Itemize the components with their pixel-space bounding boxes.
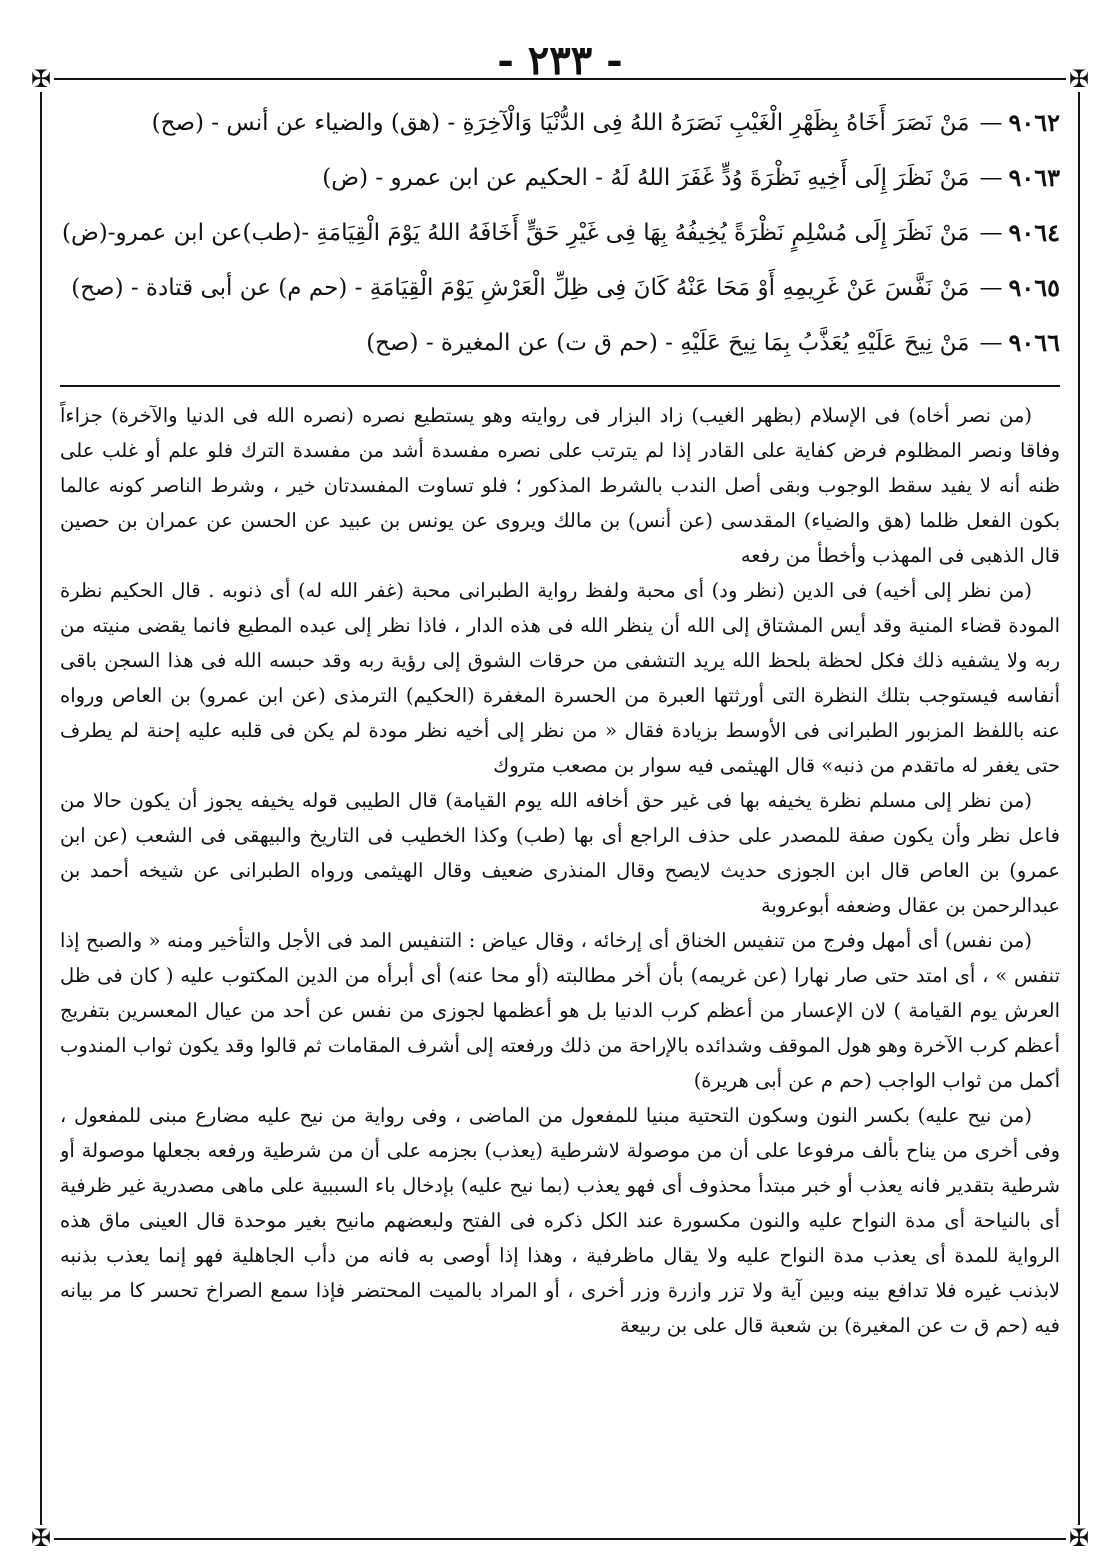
hadith-entry [60,95,1060,150]
hadith-entry [60,205,1060,260]
hadith-entry [60,150,1060,205]
section-divider [60,385,1060,387]
frame-bottom-border [40,1538,1080,1540]
hadith-number: ٩٠٦٤ [1008,217,1060,247]
frame-top-border [40,78,1080,80]
hadith-list [60,95,1060,375]
hadith-dash: — [979,274,1003,301]
hadith-text: مَنْ نَظَرَ إِلَى أَخِيهِ نَظْرَةَ وُدٍّ غَفَرَ اللهُ لَهُ - الحكيم عن ابن عمرو - (ض) [322,164,970,191]
corner-ornament-icon: ✠ [28,1525,54,1551]
hadith-number: ٩٠٦٥ [1008,272,1060,302]
corner-ornament-icon: ✠ [28,66,54,92]
hadith-number: ٩٠٦٣ [1008,162,1060,192]
commentary-section [60,398,1060,1528]
commentary-paragraph: (من نفس) أى أمهل وفرج من تنفيس الخناق أى إرخائه ، وقال عياض : التنفيس المد فى الأجل والتأخير ومنه « والصبح إذا تنفس » ، أى امتد حتى صار نهارا (عن غريمه) بأن أخر مطالبته (أو محا عنه) أى أبرأه من الدين المكتوب عليه ( كان فى ظل العرش يوم القيامة ) لان الإعسار من أعظم كرب الدنيا بل هو أعظمها لجوزى من نفس عن أحد من عيال المعسرين بتفريج أعظم كرب الآخرة وهو هول الموقف وشدائده بالإراحة من ذلك ورفعته إلى أشرف المقامات ثم قالوا وقد يكون ثواب المندوب أكمل من ثواب الواجب (حم م عن أبى هريرة) [60,929,1060,1092]
hadith-dash: — [979,164,1003,191]
frame-left-border [40,78,42,1538]
hadith-dash: — [979,219,1003,246]
commentary-paragraph: (من نظر إلى مسلم نظرة يخيفه بها فى غير حق أخافه الله يوم القيامة) قال الطيبى قوله يخيفه يجوز أن يكون حالا من فاعل نظر وأن يكون صفة للمصدر على حذف الراجع أى بها (طب) وكذا الخطيب فى التاريخ والبيهقى فى الشعب (عن ابن عمرو) بن العاص قال ابن الجوزى حديث لايصح وقال المنذرى ضعيف وقال الهيثمى ورواه الطبرانى عن شيخه أحمد بن عبدالرحمن بن عقال وضعفه أبوعروبة [60,789,1060,917]
hadith-entry [60,315,1060,370]
hadith-text: مَنْ نَفَّسَ عَنْ غَرِيمِهِ أَوْ مَحَا عَنْهُ كَانَ فِى ظِلِّ الْعَرْشِ يَوْمَ الْقِيَامَةِ - (حم م) عن أبى قتادة - (صح) [71,274,970,301]
hadith-entry [60,260,1060,315]
hadith-dash: — [979,329,1003,356]
hadith-dash: — [979,109,1003,136]
corner-ornament-icon: ✠ [1066,66,1092,92]
commentary-paragraph: (من نيح عليه) بكسر النون وسكون التحتية مبنيا للمفعول من الماضى ، وفى رواية من نيح عليه مضارع مبنى للمفعول ، وفى أخرى من يناح بألف مرفوعا على أن من موصولة لاشرطية (يعذب) بجزمه على أن من شرطية ورفعه بجعلها موصولة أو شرطية بتقدير فانه يعذب أو خبر مبتدأ محذوف أى فهو يعذب (بما نيح عليه) بإدخال باء السببية على ماهى مصدرية غير ظرفية أى بالنياحة أى مدة النواح عليه والنون مكسورة عند الكل ذكره فى الفتح ولبعضهم مانيح بغير موحدة قال العينى ماق هذه الرواية للمدة أى يعذب مدة النواح عليه ولا يقال ماظرفية ، وهذا إذا أوصى به فانه من دأب الجاهلية فهو إنما يعذب بذنبه لابذنب غيره فلا تدافع بينه وبين آية ولا تزر وازرة وزر أخرى ، أو المراد بالميت المحتضر فإذا سمع الصراخ تحسر كا مر بيانه فيه (حم ق ت عن المغيرة) بن شعبة قال على بن ربيعة [60,1104,1060,1337]
hadith-number: ٩٠٦٦ [1008,327,1060,357]
commentary-paragraph: (من نصر أخاه) فى الإسلام (بظهر الغيب) زاد البزار فى روايته وهو يستطيع نصره (نصره الله فى الدنيا والآخرة) جزاءاً وفاقا ونصر المظلوم فرض كفاية على القادر إذا لم يترتب على نصره مفسدة أشد من مفسدة الترك فلو علم أو غلب على ظنه أنه لا يفيد سقط الوجوب وبقى أصل الندب بالشرط المذكور ؛ فلو تساوت المفسدتان خير ، وشرط الناصر كونه عالما بكون الفعل ظلما (هق والضياء) المقدسى (عن أنس) بن مالك ويروى عن يونس بن عبيد عن الحسن عن عمران بن حصين قال الذهبى فى المهذب وأخطأ من رفعه [60,404,1060,567]
hadith-number: ٩٠٦٢ [1008,107,1060,137]
corner-ornament-icon: ✠ [1066,1525,1092,1551]
hadith-text: مَنْ نَظَرَ إِلَى مُسْلِمٍ نَظْرَةً يُخِيفُهُ بِهَا فِى غَيْرِ حَقٍّ أَخَافَهُ اللهُ يَوْمَ الْقِيَامَةِ -(طب)عن ابن عمرو-(ض) [62,219,970,246]
commentary-paragraph: (من نظر إلى أخيه) فى الدين (نظر ود) أى محبة ولفظ رواية الطبرانى محبة (غفر الله له) أى ذنوبه . قال الحكيم نظرة المودة قضاء المنية وقد أيس المشتاق إلى الله أن ينظر الله فى هذه الدار ، فاذا نظر إلى عبده المطيع فانما يقضى منيته من ربه ولا يشفيه ذلك فكل لحظة بلحظ الله يريد التشفى من حرقات الشوق إلى رؤية ربه وقد حبسه الله فى هذا السجن باقى أنفاسه فيستوجب بتلك النظرة التى أورثتها العبرة من الحسرة المغفرة (الحكيم) الترمذى (عن ابن عمرو) بن العاص ورواه عنه باللفظ المزبور الطبرانى فى الأوسط بزيادة فقال « من نظر إلى أخيه نظر مودة لم يكن فى قلبه عليه إحنة لم يطرف حتى يغفر له ماتقدم من ذنبه» قال الهيثمى فيه سوار بن مصعب متروك [60,579,1060,777]
hadith-text: مَنْ نِيحَ عَلَيْهِ يُعَذَّبُ بِمَا نِيحَ عَلَيْهِ - (حم ق ت) عن المغيرة - (صح) [366,329,970,356]
hadith-text: مَنْ نَصَرَ أَخَاهُ بِظَهْرِ الْغَيْبِ نَصَرَهُ اللهُ فِى الدُّنْيَا وَالْآخِرَةِ - (هق) والضياء عن أنس - (صح) [151,109,970,136]
frame-right-border [1078,78,1080,1538]
page-number: - ٢٣٣ - [497,37,623,84]
